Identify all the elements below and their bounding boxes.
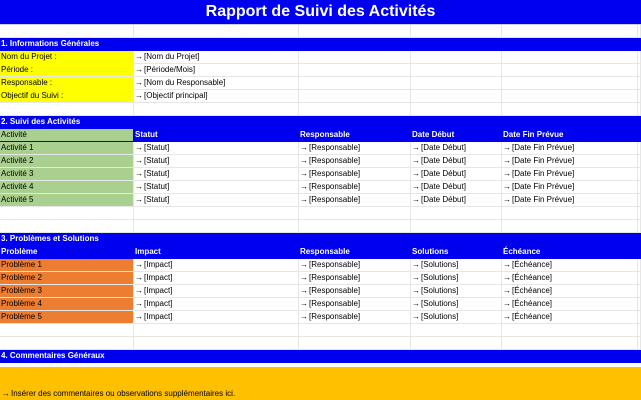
arrow-icon: → (135, 260, 143, 269)
table-cell[interactable] (299, 259, 411, 272)
cell[interactable] (411, 207, 502, 220)
cell-value: [Échéance] (512, 312, 553, 321)
cell[interactable] (299, 103, 411, 116)
cell-value: [Impact] (144, 260, 173, 269)
cell-value: [Date Fin Prévue] (512, 169, 575, 178)
arrow-icon: → (503, 156, 511, 165)
arrow-icon: → (503, 299, 511, 308)
table-cell[interactable] (299, 272, 411, 285)
arrow-icon: → (300, 273, 308, 282)
section-4-heading-row (0, 350, 641, 363)
table-cell[interactable] (502, 168, 638, 181)
table-cell[interactable] (411, 285, 502, 298)
activity-table-header (0, 129, 641, 142)
table-cell[interactable] (134, 272, 299, 285)
cell[interactable] (299, 51, 411, 64)
cell[interactable] (134, 220, 299, 233)
table-cell[interactable] (502, 142, 638, 155)
activity-name[interactable]: Activité 2 (0, 155, 134, 168)
table-cell[interactable] (134, 311, 299, 324)
arrow-icon: → (412, 299, 420, 308)
cell[interactable] (411, 350, 502, 363)
cell[interactable] (134, 25, 299, 38)
arrow-icon: → (412, 286, 420, 295)
cell[interactable] (502, 25, 638, 38)
cell[interactable] (502, 77, 638, 90)
cell[interactable] (502, 220, 638, 233)
cell[interactable] (411, 64, 502, 77)
table-cell[interactable] (502, 298, 638, 311)
comment-text: Insérer des commentaires ou observations supplémentaires ici. (11, 389, 236, 398)
table-cell[interactable] (411, 259, 502, 272)
cell[interactable] (502, 51, 638, 64)
problem-name[interactable]: Problème 3 (0, 285, 134, 298)
activity-name[interactable]: Activité 4 (0, 181, 134, 194)
comment-text-cell (2, 389, 235, 398)
info-value: [Objectif principal] (144, 91, 208, 100)
cell[interactable] (299, 77, 411, 90)
arrow-icon: → (300, 156, 308, 165)
arrow-icon: → (135, 273, 143, 282)
table-row (0, 168, 641, 181)
table-cell[interactable] (134, 142, 299, 155)
table-cell[interactable] (299, 194, 411, 207)
table-cell[interactable] (134, 194, 299, 207)
table-cell[interactable] (134, 298, 299, 311)
arrow-icon: → (300, 299, 308, 308)
cell-value: [Date Fin Prévue] (512, 156, 575, 165)
arrow-icon: → (503, 169, 511, 178)
section-3-heading[interactable]: 3. Problèmes et Solutions (0, 233, 134, 246)
arrow-icon: → (412, 182, 420, 191)
table-cell[interactable] (411, 194, 502, 207)
arrow-icon: → (300, 182, 308, 191)
table-cell[interactable] (502, 311, 638, 324)
arrow-icon: → (503, 195, 511, 204)
cell[interactable] (502, 350, 638, 363)
problem-name[interactable]: Problème 5 (0, 311, 134, 324)
cell-value: [Échéance] (512, 260, 553, 269)
table-row (0, 181, 641, 194)
arrow-icon: → (412, 143, 420, 152)
cell-value: [Responsable] (309, 260, 361, 269)
table-cell[interactable] (411, 155, 502, 168)
column-header[interactable]: Statut (134, 129, 299, 142)
table-cell[interactable] (502, 194, 638, 207)
cell-value: [Responsable] (309, 273, 361, 282)
cell[interactable] (299, 207, 411, 220)
cell-value: [Impact] (144, 273, 173, 282)
column-header[interactable]: Problème (0, 246, 134, 259)
cell[interactable] (0, 207, 134, 220)
cell[interactable] (411, 337, 502, 350)
arrow-icon: → (300, 169, 308, 178)
arrow-icon: → (300, 312, 308, 321)
table-cell[interactable] (502, 259, 638, 272)
section-1-heading-row (0, 38, 641, 51)
arrow-icon: → (503, 312, 511, 321)
cell[interactable] (0, 220, 134, 233)
cell-value: [Impact] (144, 286, 173, 295)
cell[interactable] (134, 350, 299, 363)
info-row (0, 51, 641, 64)
arrow-icon: → (412, 312, 420, 321)
table-cell[interactable] (134, 168, 299, 181)
section-2-heading-row (0, 116, 641, 129)
arrow-icon: → (135, 156, 143, 165)
cell-value: [Impact] (144, 312, 173, 321)
blank-row (0, 220, 641, 233)
cell[interactable] (411, 90, 502, 103)
column-header[interactable]: Activité (0, 129, 134, 142)
cell[interactable] (411, 233, 502, 246)
cell-value: [Date Fin Prévue] (512, 182, 575, 191)
arrow-icon: → (135, 143, 143, 152)
cell-value: [Responsable] (309, 143, 361, 152)
arrow-icon: → (135, 91, 143, 100)
cell[interactable] (502, 337, 638, 350)
column-header[interactable]: Date Fin Prévue (502, 129, 638, 142)
cell[interactable] (411, 324, 502, 337)
blank-row (0, 324, 641, 337)
cell[interactable] (299, 233, 411, 246)
cell-value: [Date Fin Prévue] (512, 143, 575, 152)
cell-value: [Date Début] (421, 143, 466, 152)
table-cell[interactable] (411, 168, 502, 181)
arrow-icon: → (135, 299, 143, 308)
arrow-icon: → (412, 169, 420, 178)
table-cell[interactable] (502, 155, 638, 168)
table-row (0, 194, 641, 207)
info-row (0, 77, 641, 90)
cell[interactable] (502, 324, 638, 337)
table-cell[interactable] (411, 311, 502, 324)
info-label[interactable]: Période : (0, 64, 134, 77)
column-header[interactable]: Responsable (299, 246, 411, 259)
table-cell[interactable] (299, 311, 411, 324)
arrow-icon: → (2, 389, 10, 398)
info-value: [Période/Mois] (144, 65, 196, 74)
cell[interactable] (411, 77, 502, 90)
table-row (0, 272, 641, 285)
arrow-icon: → (135, 286, 143, 295)
table-cell[interactable] (134, 155, 299, 168)
column-header[interactable]: Solutions (411, 246, 502, 259)
arrow-icon: → (135, 312, 143, 321)
table-cell[interactable] (134, 259, 299, 272)
cell-value: [Échéance] (512, 286, 553, 295)
info-label[interactable]: Nom du Projet : (0, 51, 134, 64)
arrow-icon: → (503, 182, 511, 191)
info-value-cell[interactable] (134, 77, 299, 90)
table-cell[interactable] (299, 298, 411, 311)
arrow-icon: → (503, 143, 511, 152)
cell[interactable] (299, 25, 411, 38)
activity-name[interactable]: Activité 3 (0, 168, 134, 181)
cell[interactable] (411, 116, 502, 129)
cell-value: [Solutions] (421, 273, 459, 282)
cell-value: [Statut] (144, 143, 170, 152)
info-label[interactable]: Responsable : (0, 77, 134, 90)
cell[interactable] (502, 64, 638, 77)
info-row (0, 90, 641, 103)
problem-name[interactable]: Problème 2 (0, 272, 134, 285)
section-4-heading[interactable]: 4. Commentaires Généraux (0, 350, 134, 363)
cell[interactable] (299, 64, 411, 77)
cell[interactable] (299, 350, 411, 363)
cell-value: [Impact] (144, 299, 173, 308)
table-cell[interactable] (502, 272, 638, 285)
arrow-icon: → (300, 286, 308, 295)
blank-row (0, 25, 641, 38)
cell[interactable] (411, 38, 502, 51)
cell-value: [Responsable] (309, 169, 361, 178)
table-cell[interactable] (134, 181, 299, 194)
arrow-icon: → (300, 260, 308, 269)
problems-table-header (0, 246, 641, 259)
arrow-icon: → (412, 273, 420, 282)
column-header[interactable]: Impact (134, 246, 299, 259)
blank-row (0, 103, 641, 116)
cell[interactable] (0, 103, 134, 116)
arrow-icon: → (135, 52, 143, 61)
cell-value: [Statut] (144, 169, 170, 178)
arrow-icon: → (503, 260, 511, 269)
arrow-icon: → (135, 65, 143, 74)
table-cell[interactable] (299, 168, 411, 181)
info-value-cell[interactable] (134, 51, 299, 64)
section-2-heading[interactable]: 2. Suivi des Activités (0, 116, 134, 129)
cell[interactable] (411, 103, 502, 116)
cell[interactable] (411, 51, 502, 64)
cell-value: [Échéance] (512, 299, 553, 308)
cell[interactable] (299, 116, 411, 129)
arrow-icon: → (135, 182, 143, 191)
cell-value: [Responsable] (309, 299, 361, 308)
info-row (0, 64, 641, 77)
cell[interactable] (134, 324, 299, 337)
info-value: [Nom du Responsable] (144, 78, 226, 87)
cell[interactable] (502, 233, 638, 246)
cell-value: [Responsable] (309, 286, 361, 295)
cell[interactable] (299, 90, 411, 103)
section-1-heading[interactable]: 1. Informations Générales (0, 38, 134, 51)
cell-value: [Responsable] (309, 156, 361, 165)
table-cell[interactable] (502, 285, 638, 298)
cell-value: [Date Début] (421, 195, 466, 204)
cell-value: [Échéance] (512, 273, 553, 282)
column-header[interactable]: Date Début (411, 129, 502, 142)
column-header[interactable]: Échéance (502, 246, 638, 259)
table-cell[interactable] (411, 298, 502, 311)
arrow-icon: → (135, 78, 143, 87)
report-title: Rapport de Suivi des Activités (0, 0, 641, 25)
activity-name[interactable]: Activité 5 (0, 194, 134, 207)
cell[interactable] (0, 25, 134, 38)
activity-name[interactable]: Activité 1 (0, 142, 134, 155)
cell[interactable] (0, 324, 134, 337)
table-cell[interactable] (299, 155, 411, 168)
arrow-icon: → (300, 143, 308, 152)
table-row (0, 142, 641, 155)
cell-value: [Statut] (144, 195, 170, 204)
arrow-icon: → (503, 273, 511, 282)
cell[interactable] (502, 90, 638, 103)
cell[interactable] (134, 207, 299, 220)
table-row (0, 155, 641, 168)
cell[interactable] (134, 116, 299, 129)
table-row (0, 298, 641, 311)
info-value-cell[interactable] (134, 90, 299, 103)
cell-value: [Responsable] (309, 312, 361, 321)
cell-value: [Responsable] (309, 182, 361, 191)
cell[interactable] (299, 38, 411, 51)
table-cell[interactable] (299, 181, 411, 194)
blank-row (0, 207, 641, 220)
cell[interactable] (502, 103, 638, 116)
cell[interactable] (134, 233, 299, 246)
cell[interactable] (0, 337, 134, 350)
table-cell[interactable] (411, 181, 502, 194)
info-label[interactable]: Objectif du Suivi : (0, 90, 134, 103)
arrow-icon: → (412, 156, 420, 165)
arrow-icon: → (135, 195, 143, 204)
info-value: [Nom du Projet] (144, 52, 200, 61)
cell[interactable] (299, 337, 411, 350)
arrow-icon: → (412, 195, 420, 204)
cell[interactable] (134, 337, 299, 350)
cell-value: [Solutions] (421, 260, 459, 269)
cell-value: [Date Début] (421, 156, 466, 165)
info-value-cell[interactable] (134, 64, 299, 77)
arrow-icon: → (503, 286, 511, 295)
table-row (0, 259, 641, 272)
problem-name[interactable]: Problème 4 (0, 298, 134, 311)
cell-value: [Solutions] (421, 312, 459, 321)
table-cell[interactable] (299, 285, 411, 298)
cell[interactable] (502, 116, 638, 129)
table-cell[interactable] (502, 181, 638, 194)
blank-row (0, 337, 641, 350)
cell-value: [Date Fin Prévue] (512, 195, 575, 204)
cell-value: [Date Début] (421, 169, 466, 178)
cell[interactable] (502, 38, 638, 51)
arrow-icon: → (135, 169, 143, 178)
cell-value: [Responsable] (309, 195, 361, 204)
table-row (0, 285, 641, 298)
table-cell[interactable] (411, 142, 502, 155)
cell[interactable] (502, 207, 638, 220)
column-header[interactable]: Responsable (299, 129, 411, 142)
cell[interactable] (134, 38, 299, 51)
cell[interactable] (134, 103, 299, 116)
cell-value: [Statut] (144, 182, 170, 191)
cell[interactable] (299, 220, 411, 233)
cell-value: [Solutions] (421, 286, 459, 295)
cell[interactable] (299, 324, 411, 337)
arrow-icon: → (300, 195, 308, 204)
cell-value: [Date Début] (421, 182, 466, 191)
cell[interactable] (411, 25, 502, 38)
section-3-heading-row (0, 233, 641, 246)
table-cell[interactable] (299, 142, 411, 155)
cell-value: [Solutions] (421, 299, 459, 308)
cell-value: [Statut] (144, 156, 170, 165)
table-cell[interactable] (134, 285, 299, 298)
table-cell[interactable] (411, 272, 502, 285)
comments-area[interactable] (0, 367, 641, 400)
arrow-icon: → (412, 260, 420, 269)
cell[interactable] (411, 220, 502, 233)
table-row (0, 311, 641, 324)
problem-name[interactable]: Problème 1 (0, 259, 134, 272)
